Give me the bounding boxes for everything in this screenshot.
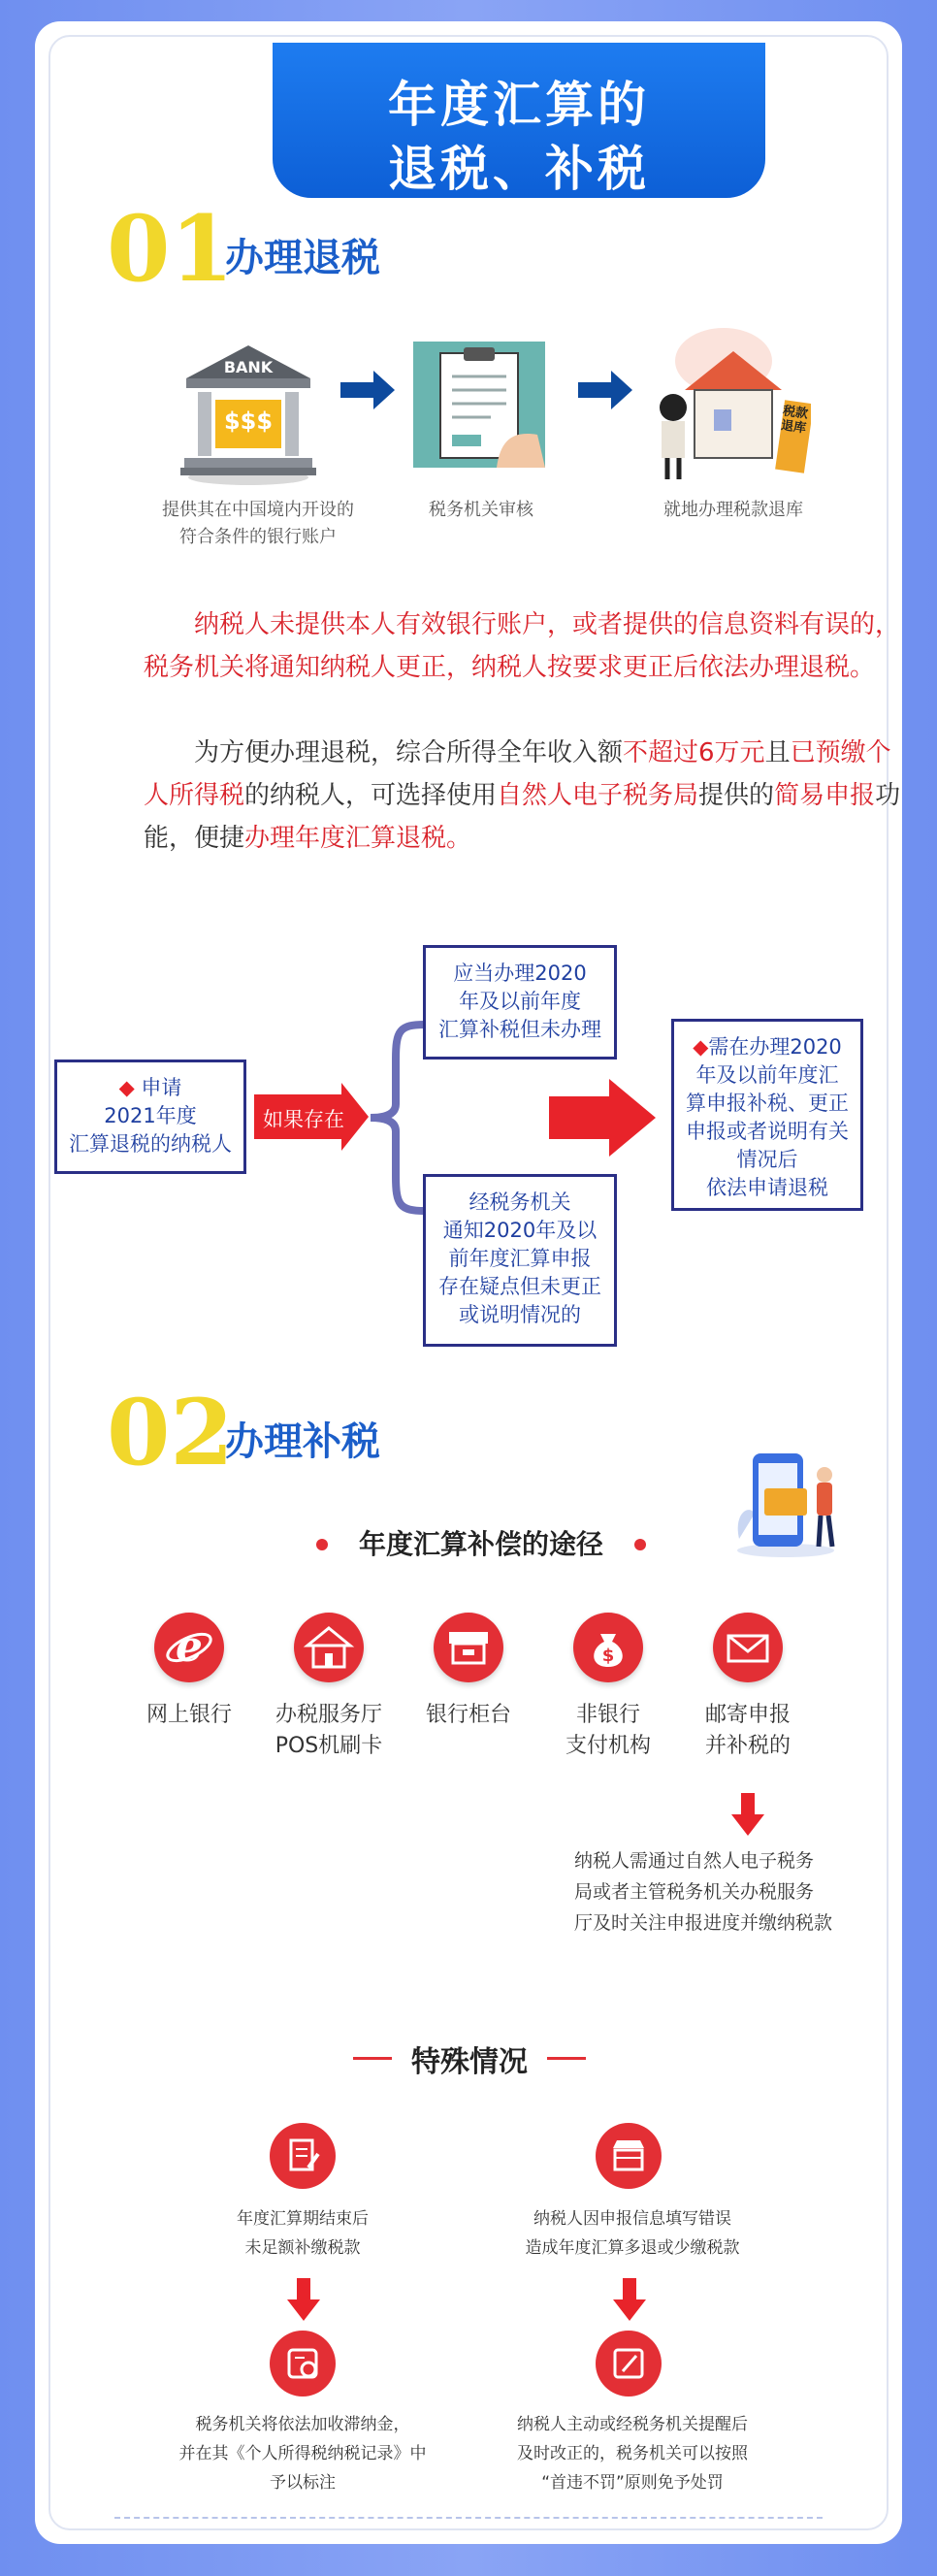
route-online-bank	[116, 1613, 262, 1731]
step-1-label: 提供其在中国境内开设的 符合条件的银行账户	[162, 500, 354, 547]
flow-arrow-result	[549, 1079, 656, 1160]
special-title-line-right	[547, 2057, 586, 2060]
para2-highlight-income: 不超过6万元	[623, 738, 765, 767]
route-bank-counter	[396, 1613, 541, 1731]
step-2-label: 税务机关审核	[429, 500, 533, 520]
para2-highlight-simple: 简易申报	[774, 781, 876, 810]
flow-applicant-text: 申请 2021年度 汇算退税的纳税人	[69, 1076, 232, 1156]
para2-text-4: 提供的	[698, 781, 775, 810]
section-2-number: 02	[107, 1380, 234, 1486]
section-1-title: 办理退税	[225, 236, 380, 280]
para2-highlight-prepaid: 已预缴个人所得税	[144, 738, 891, 810]
tax-office-icon	[294, 1613, 364, 1682]
flow-arrow-if-exists	[254, 1083, 369, 1155]
special-case-1-result: 税务机关将依法加收滞纳金， 并在其《个人所得税纳税记录》中 予以标注	[178, 2415, 427, 2493]
special-case-1-condition: 年度汇算期结束后 未足额补缴税款	[237, 2209, 369, 2258]
content-card	[35, 21, 902, 2544]
step-arrow-1	[340, 371, 395, 413]
document-review-icon	[413, 342, 545, 468]
route-label-bank-counter: 银行柜台	[425, 1703, 511, 1727]
route-tax-office-pos	[256, 1613, 402, 1762]
section-2-title: 办理补税	[225, 1419, 380, 1464]
para2-highlight-refund: 办理年度汇算退税。	[244, 824, 472, 853]
mail-down-arrow	[731, 1793, 764, 1840]
bank-icon	[180, 342, 316, 487]
bank-counter-icon	[434, 1613, 503, 1682]
special-case-1-arrow	[287, 2278, 320, 2325]
para2-text-3: 的纳税人，可选择使用	[244, 781, 498, 810]
special-case-2-result: 纳税人主动或经税务机关提醒后 及时改正的，税务机关可以按照 “首违不罚”原则免予处罚	[517, 2415, 748, 2493]
tax-refund-sign-text: 税款退库	[780, 404, 809, 437]
special-title: 特殊情况	[411, 2045, 528, 2079]
route-label-non-bank: 非银行 支付机构	[565, 1703, 651, 1758]
money-bag-icon	[573, 1613, 643, 1682]
flow-arrow-label: 如果存在	[263, 1108, 344, 1131]
paragraph-simple-declaration	[144, 732, 910, 860]
svg-text:$: $	[601, 1646, 615, 1666]
flow-applicant-box	[54, 1060, 246, 1174]
bank-money-text: $$$	[223, 408, 274, 435]
flow-case-unpaid-box: 应当办理2020 年及以前年度 汇算补税但未办理	[423, 945, 617, 1060]
step-arrow-2	[578, 371, 632, 413]
route-label-tax-office: 办税服务厅 POS机刷卡	[275, 1703, 383, 1758]
edit-note-icon	[596, 2331, 662, 2397]
route-label-mail: 邮寄申报 并补税的	[704, 1703, 791, 1758]
diamond-bullet-icon: ◆	[693, 1035, 709, 1059]
tax-refund-house-icon	[646, 312, 811, 487]
bottom-dashed-divider	[114, 2517, 823, 2519]
mobile-payment-icon	[731, 1446, 848, 1566]
para2-text-1: 为方便办理退税，综合所得全年收入额	[194, 738, 624, 767]
title-line-2: 退税、补税	[388, 141, 650, 197]
title-banner	[273, 43, 765, 198]
step-3-label: 就地办理税款退库	[663, 500, 803, 520]
diamond-bullet-icon: ◆	[118, 1076, 142, 1099]
flow-case-doubt-box: 经税务机关 通知2020年及以 前年度汇算申报 存在疑点但未更正 或说明情况的	[423, 1174, 617, 1347]
route-non-bank-payment	[535, 1613, 681, 1762]
flow-result-text: 需在办理2020 年及以前年度汇 算申报补税、更正 申报或者说明有关 情况后 依法申请退税	[686, 1035, 849, 1199]
form-edit-icon	[270, 2123, 336, 2189]
para2-text-2: 且	[764, 738, 791, 767]
mail-payment-note: 纳税人需通过自然人电子税务 局或者主管税务机关办税服务 厅及时关注申报进度并缴纳税款	[574, 1850, 833, 1934]
section-1-number: 01	[107, 196, 234, 303]
title-line-1: 年度汇算的	[388, 77, 650, 133]
special-case-2-condition: 纳税人因申报信息填写错误 造成年度汇算多退或少缴税款	[525, 2209, 740, 2258]
routes-title-bullet-right	[634, 1539, 646, 1550]
route-mail-declaration	[675, 1613, 821, 1762]
special-title-line-left	[353, 2057, 392, 2060]
route-label-online-bank: 网上银行	[145, 1703, 232, 1727]
penalty-icon	[270, 2331, 336, 2397]
ie-browser-icon	[154, 1613, 224, 1682]
special-case-2-arrow	[613, 2278, 646, 2325]
routes-title: 年度汇算补偿的途径	[358, 1528, 603, 1560]
bank-sign-text: BANK	[223, 358, 274, 376]
envelope-icon	[713, 1613, 783, 1682]
svg-text:e: e	[176, 1622, 203, 1672]
routes-title-bullet-left	[316, 1539, 328, 1550]
shop-icon	[596, 2123, 662, 2189]
paragraph-bank-account-note: 纳税人未提供本人有效银行账户，或者提供的信息资料有误的，税务机关将通知纳税人更正，纳税人按要求更正后依法办理退税。	[144, 610, 901, 682]
flow-result-box	[671, 1019, 863, 1211]
para2-text-5: 功能，便捷	[144, 781, 901, 853]
para2-highlight-e-tax: 自然人电子税务局	[497, 781, 699, 810]
